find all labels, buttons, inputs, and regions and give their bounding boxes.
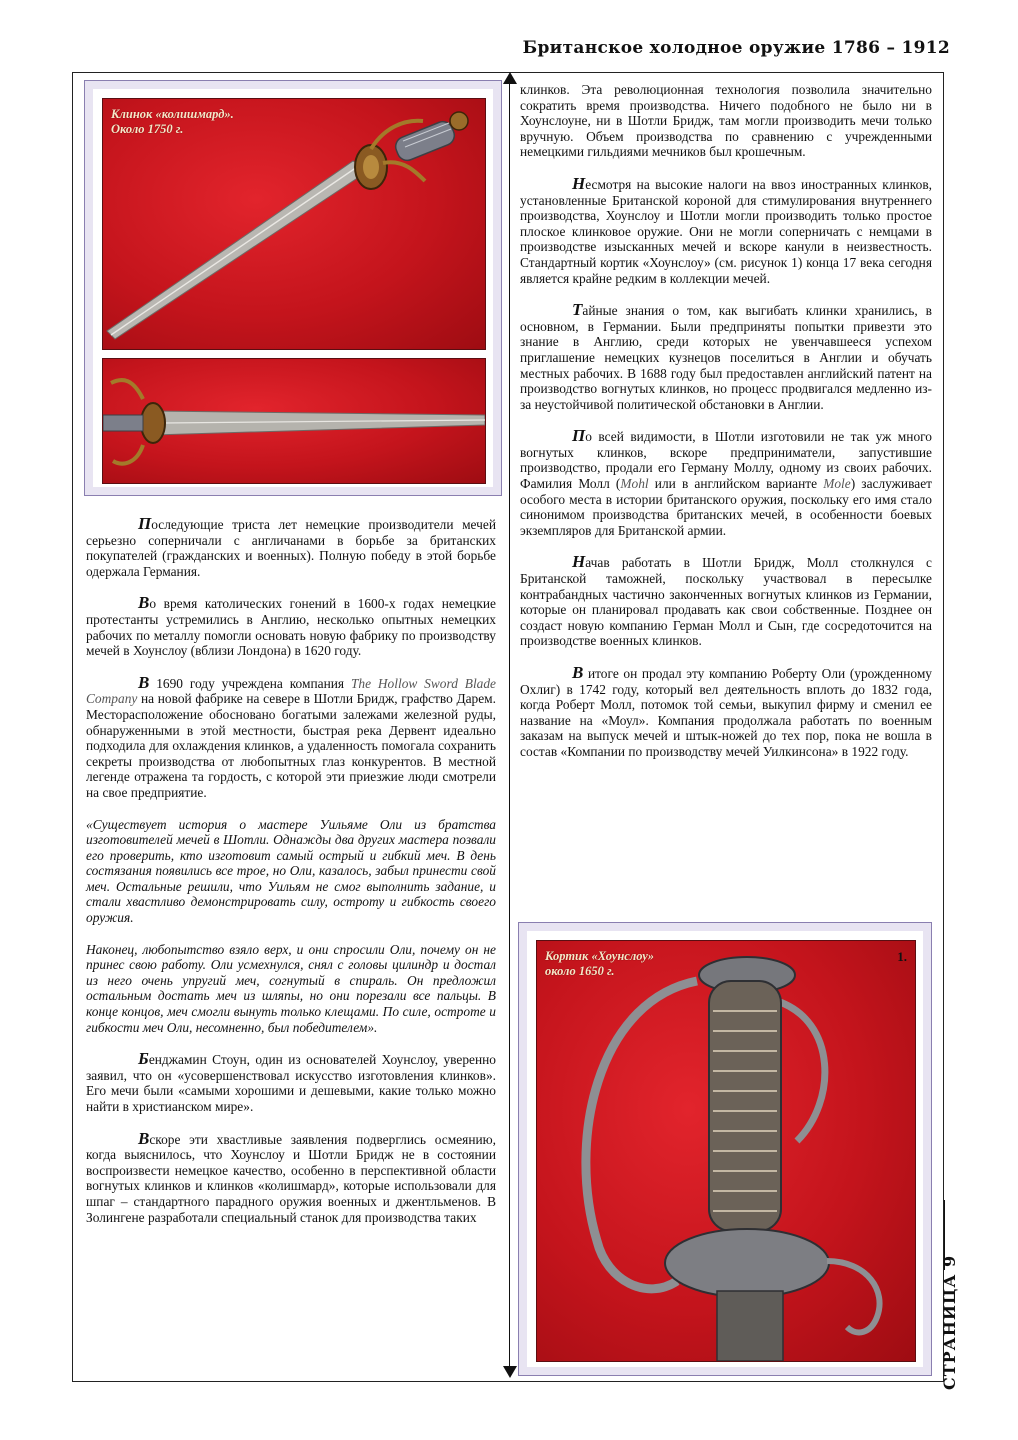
hanger-hilt-image: [537, 941, 915, 1361]
drop-cap: П: [572, 426, 586, 446]
divider-arrow-up-icon: [503, 72, 517, 84]
drop-cap: Н: [572, 552, 586, 572]
paragraph: [86, 516, 496, 579]
company-name: The Hollow Sword Blade Company: [86, 675, 496, 707]
paragraph-text: или в английском варианте: [648, 476, 824, 492]
paragraph-text: енджамин Стоун, один из основателей Хоунслоу, уверенно заявил, что он «усовершенствовал искусство изготовления клинков». Его мечи были «самыми хорошими и дешевыми, какие только можно найти в христианском мире».: [86, 1052, 496, 1114]
legend-quote: «Существует история о мастере Уильяме Оли из братства изготовителей мечей в Шотли. Однажды два других мастера позвали его проверить, кто изготовит самый острый и гибкий меч. В день состязания появились все трое, но Оли, казалось, забыл принести свой меч. Остальные решили, что Уильям не смог выполнить задание, и стали хвастливо демонстрировать силу, остроту и гибкость своего оружия.: [86, 816, 496, 926]
figure-number: 1.: [897, 949, 907, 964]
paragraph-text: ачав работать в Шотли Бридж, Молл столкнулся с Британской таможней, поскольку участвовал в пересылке контрабандных частично законченных вогнутых клинков из Германии, которые он планировал продавать как свои собственные. Позднее он создаст новую компанию Герман Молл и Сын, где сосредоточится на производстве военных клинков.: [520, 555, 932, 649]
drop-cap: П: [138, 514, 152, 533]
paragraph-text: итоге он продал эту компанию Роберту Оли (урожденному Охлиг) в 1742 году, который вел деятельность вплоть до 1832 года, когда Роберт Молл, потомок той семьи, выкупил фирму и сменил ее название на «Моул». Компания продолжала работать по военным заказам на выпуск мечей и штык-ножей до тех пор, пока не вошла в состав «Компании по производству мечей Уилкинсона» в 1922 году.: [520, 666, 932, 759]
running-header: Британское холодное оружие 1786 – 1912: [522, 38, 950, 58]
column-divider: [509, 80, 510, 1375]
photo1-caption-line1: Клинок «колишмард».: [111, 107, 234, 121]
page-number: СТРАНИЦА 9: [940, 1254, 959, 1390]
photo2-caption-line1: Кортик «Хоунслоу»: [545, 949, 655, 963]
paragraph-text: ) заслуживает особого места в истории британского оружия, поскольку его имя стало синонимом производства британских мечей, в особенности боевых экземпляров для Британской армии.: [520, 476, 932, 538]
divider-arrow-down-icon: [503, 1366, 517, 1378]
paragraph: [86, 1051, 496, 1114]
paragraph-text: скоре эти хвастливые заявления подверглись осмеянию, когда выяснилось, что Хоунслоу и Шотли Бридж не в состоянии воспроизвести немецкое качество, особенно в перспективной области вогнутых клинков и клинков «колишмард», которые использовали для шпаг – стандартного парадного оружия военных и джентльменов. В Золингене разработали специальный станок для производства таких: [86, 1131, 496, 1225]
paragraph-text: о всей видимости, в Шотли изготовили не так уж много вогнутых клинков, вскоре предприниматели, запустившие производство, продали его Герману Моллу, одному из своих рабочих. Фамилия Молл (: [520, 429, 932, 492]
name-variant: Mohl: [620, 476, 649, 492]
left-text-column: [86, 516, 496, 1241]
photo2-caption-line2: около 1650 г.: [545, 964, 615, 978]
drop-cap: Т: [572, 300, 583, 320]
drop-cap: Б: [138, 1049, 149, 1069]
name-variant: Mole: [823, 476, 851, 492]
paragraph: [520, 428, 932, 538]
drop-cap: В: [572, 663, 584, 682]
drop-cap: В: [138, 593, 150, 613]
drop-cap: В: [138, 672, 150, 692]
paragraph-text: на новой фабрике на севере в Шотли Бридж, графство Дарем. Месторасположение обосновано богатыми залежами железной руды, обнаруженными в этой местности, быстрая река Дервент идеально подходила для охлаждения клинков, а удаленность помогала сохранить секреты производства от любопытных глаз конкурентов. В местной легенде отражена та гордость, с которой эти приезжие люди смотрели на свое предприятие.: [86, 691, 496, 800]
drop-cap: В: [138, 1128, 150, 1148]
paragraph: [520, 554, 932, 649]
paragraph: [86, 672, 496, 801]
right-text-column: [520, 82, 932, 776]
paragraph: [520, 302, 932, 412]
paragraph: клинков. Эта революционная технология позволила значительно сократить время производства. Ничего подобного не было ни в Хоунслоуне, ни в Шотли Бридж, там могли производить мечи только вручную. Объем производства по сравнению с учрежденными немецкими гильдиями мечников был крошечным.: [520, 82, 932, 160]
drop-cap: Н: [572, 173, 586, 193]
paragraph-text: айные знания о том, как выгибать клинки хранились, в основном, в Германии. Были предприняты попытки привезти это знание в Англию, среди которых не увенчавшееся успехом приглашение немецких кузнецов поселиться в Англии и обучать местных рабочих. В 1688 году был предоставлен английский патент на производство вогнутых клинков, но процесс продвигался медленно из-за неустойчивой политической обстановки в Англии.: [520, 303, 932, 412]
colichemarde-sword-photo: [102, 98, 486, 350]
paragraph: [520, 665, 932, 760]
paragraph: [86, 1128, 496, 1226]
legend-quote: Наконец, любопытство взяло верх, и они спросили Оли, почему он не принес свою работу. Оли усмехнулся, снял с головы цилиндр и достал из него очень упругий меч, согнутый в спираль. Он предложил остальным достать меч из шляпы, но они порезали все пальцы. В конце концов, меч смогли вынуть только клещами. По силе, остроте и гибкости меч Оли, несомненно, был победителем».: [86, 941, 496, 1035]
paragraph-text: о время католических гонений в 1600-х годах немецкие протестанты устремились в Англию, несколько опытных немецких рабочих по металлу помогли основать новую фабрику по производству мечей в Хоунслоу (вблизи Лондона) в 1620 году.: [86, 596, 496, 659]
photo1-caption-line2: Около 1750 г.: [111, 122, 184, 136]
paragraph-text: оследующие триста лет немецкие производители мечей серьезно соперничали с англичанами в борьбе за британских покупателей (гражданских и военных). Полную победу в этой борьбе одержала Германия.: [86, 517, 496, 579]
colichemarde-blade-detail-photo: [102, 358, 486, 484]
paragraph: [520, 173, 932, 286]
paragraph-text: есмотря на высокие налоги на ввоз иностранных клинков, установленные Британской короной для стимулирования внутреннего производства, Хоунслоу и Шотли могли производить только простое плоское клинковое оружие. Они не могли соперничать с немцами в производстве изысканных мечей и вскоре канули в неизвестность. Стандартный кортик «Хоунслоу» (см. рисунок 1) конца 17 века сегодня является крайне редким в коллекции мечей.: [520, 176, 932, 286]
hounslow-hanger-photo: [536, 940, 916, 1362]
paragraph-text: 1690 году учреждена компания: [149, 675, 351, 691]
paragraph: [86, 595, 496, 658]
blade-detail-image: [103, 359, 485, 483]
